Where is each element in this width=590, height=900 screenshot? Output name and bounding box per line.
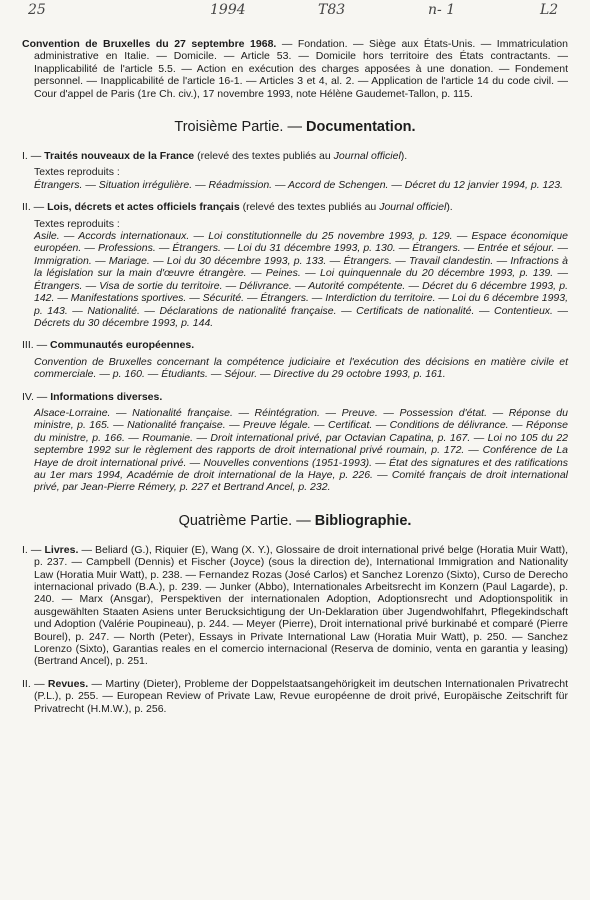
handwritten-code-note: T83 (318, 2, 346, 18)
handwritten-date-note: 1994 (210, 2, 246, 18)
section-heading: IV. — Informations diverses. (22, 390, 163, 403)
section-intro: Textes reproduits : (34, 166, 120, 179)
section-communautes (22, 339, 568, 380)
document-page (22, 38, 568, 715)
part4-heading: Quatrième Partie. — Bibliographie. (178, 512, 412, 529)
part4-title: Bibliographie. (314, 512, 412, 529)
section-intro: Textes reproduits : (34, 217, 120, 230)
convention-title: Convention de Bruxelles du 27 septembre 1968. (22, 38, 277, 50)
section-text: I. — Livres. — Beliard (G.), Riquier (E), Wang (X. Y.), Glossaire de droit international privé belge (Horatia Muir Watt), p. 237. — Campbell (Dennis) et Fischer (Joyce) (sous la direction de), International Immigration and Nationality Law (Horatia Muir Watt), p. 238. — Fernandez Rozas (José Carlos) et Sanchez Lorenzo (Sixto), Curso de Derecho internacional privado (B.A.), p. 239. — Junker (Abbo), Internationales Arbeitsrecht im Konzern (Paul Lagarde), p. 240. — Marx (Ansgar), Perspektiven der internationalen Adoption, Adoptionsrecht und Adoptionspolitik in ausgewählten Staaten Asiens unter Berucksichtigung der Un-Deklaration über Jugendwohlfahrt, Pflegekindschaft und Adoption (Valérie Poupineau), p. 244. — Meyer (Pierre), Droit international privé burkinabé et comparé (Pierre Bourel), p. 247. — North (Peter), Essays in Private International Law (Horatia Muir Watt), p. 250. — Sanchez Lorenzo (Sixto), Garantias reales en el comercio internacional (Reserva de dominio, venta en garantia y leasing) (Bertrand Ancel), p. 251. (22, 543, 568, 668)
convention-entry (22, 38, 568, 100)
handwritten-number-note: n- 1 (428, 2, 456, 18)
part3-title: Documentation. (306, 119, 416, 136)
section-heading: II. — Lois, décrets et actes officiels français (relevé des textes publiés au Journal officiel). (22, 201, 453, 214)
handwritten-right-note: L2 (540, 2, 559, 18)
part3-heading: Troisième Partie. — Documentation. (174, 119, 416, 136)
convention-text: — Fondation. — Siège aux États-Unis. — Immatriculation administrative en Italie. — Domicile. — Article 53. — Domicile hors territoire des États contractants. — Inapplicabilité de l'article 5.5. — Action en exécution des charges apposées à une donation. — Fondement personnel. — Inapplicabilité de l'article 16-1. — Articles 3 et 4, al. 2. — Application de l'article 14 du code civil. — Cour d'appel de Paris (1re Ch. civ.), 17 novembre 1993, note Hélène Gaudemet-Tallon, p. 115. (34, 38, 568, 100)
section-lois (22, 201, 568, 329)
handwritten-page-note: 25 (28, 2, 46, 18)
section-traites (22, 150, 568, 191)
section-text: Étrangers. — Situation irrégulière. — Réadmission. — Accord de Schengen. — Décret du 12 janvier 1994, p. 123. (34, 178, 563, 191)
section-livres (22, 544, 568, 668)
section-heading: III. — Communautés européennes. (22, 339, 195, 352)
section-heading: I. — Traités nouveaux de la France (relevé des textes publiés au Journal officiel). (22, 150, 408, 163)
section-informations (22, 391, 568, 494)
section-revues (22, 678, 568, 715)
section-text: Convention de Bruxelles concernant la compétence judiciaire et l'exécution des décisions en matière civile et commerciale. — p. 160. — Étudiants. — Séjour. — Directive du 29 octobre 1993, p. 161. (34, 355, 568, 381)
section-text: Asile. — Accords internationaux. — Loi constitutionnelle du 25 novembre 1993, p. 129. — Espace économique européen. — Professions. — Étrangers. — Loi du 31 décembre 1993, p. 130. — Étrangers. — Entrée et séjour. — Immigration. — Mariage. — Loi du 30 décembre 1993, p. 133. — Étrangers. — Travail clandestin. — Infractions à la législation sur la main d'œuvre étrangère. — Peines. — Loi quinquennale du 20 décembre 1993, p. 139. — Étrangers. — Visa de sortie du territoire. — Délivrance. — Autorité compétente. — Décret du 6 décembre 1993, p. 142. — Manifestations sportives. — Sécurité. — Étrangers. — Interdiction du territoire. — Loi du 6 décembre 1993, p. 143. — Nationalité. — Déclarations de nationalité française. — Certificats de nationalité. — Contentieux. — Décrets du 30 décembre 1993, p. 144. (34, 230, 569, 329)
section-text: Alsace-Lorraine. — Nationalité française. — Réintégration. — Preuve. — Possession d'état. — Réponse du ministre, p. 165. — Nationalité française. — Preuve légale. — Certificat. — Conditions de délivrance. — Réponse du ministre, p. 166. — Roumanie. — Droit international privé, par Octavian Capatina, p. 167. — Loi no 105 du 22 septembre 1992 sur le règlement des rapports de droit international privé roumain, p. 172. — Conférence de La Haye de droit international privé. — Nouvelles conventions (1951-1993). — État des signatures et des ratifications au 1er mars 1994, Académie de droit international de la Haye, p. 226. — Comité français de droit international privé, par Jean-Pierre Rémery, p. 227 et Bertrand Ancel, p. 232. (34, 406, 568, 494)
section-text: II. — Revues. — Martiny (Dieter), Probleme der Doppelstaatsangehörigkeit im deutschen Internationalen Privatrecht (P.L.), p. 255. — European Review of Private Law, Revue européenne de droit privé, Europäische Zeitschrift für Privatrecht (H.M.W.), p. 256. (22, 677, 568, 715)
